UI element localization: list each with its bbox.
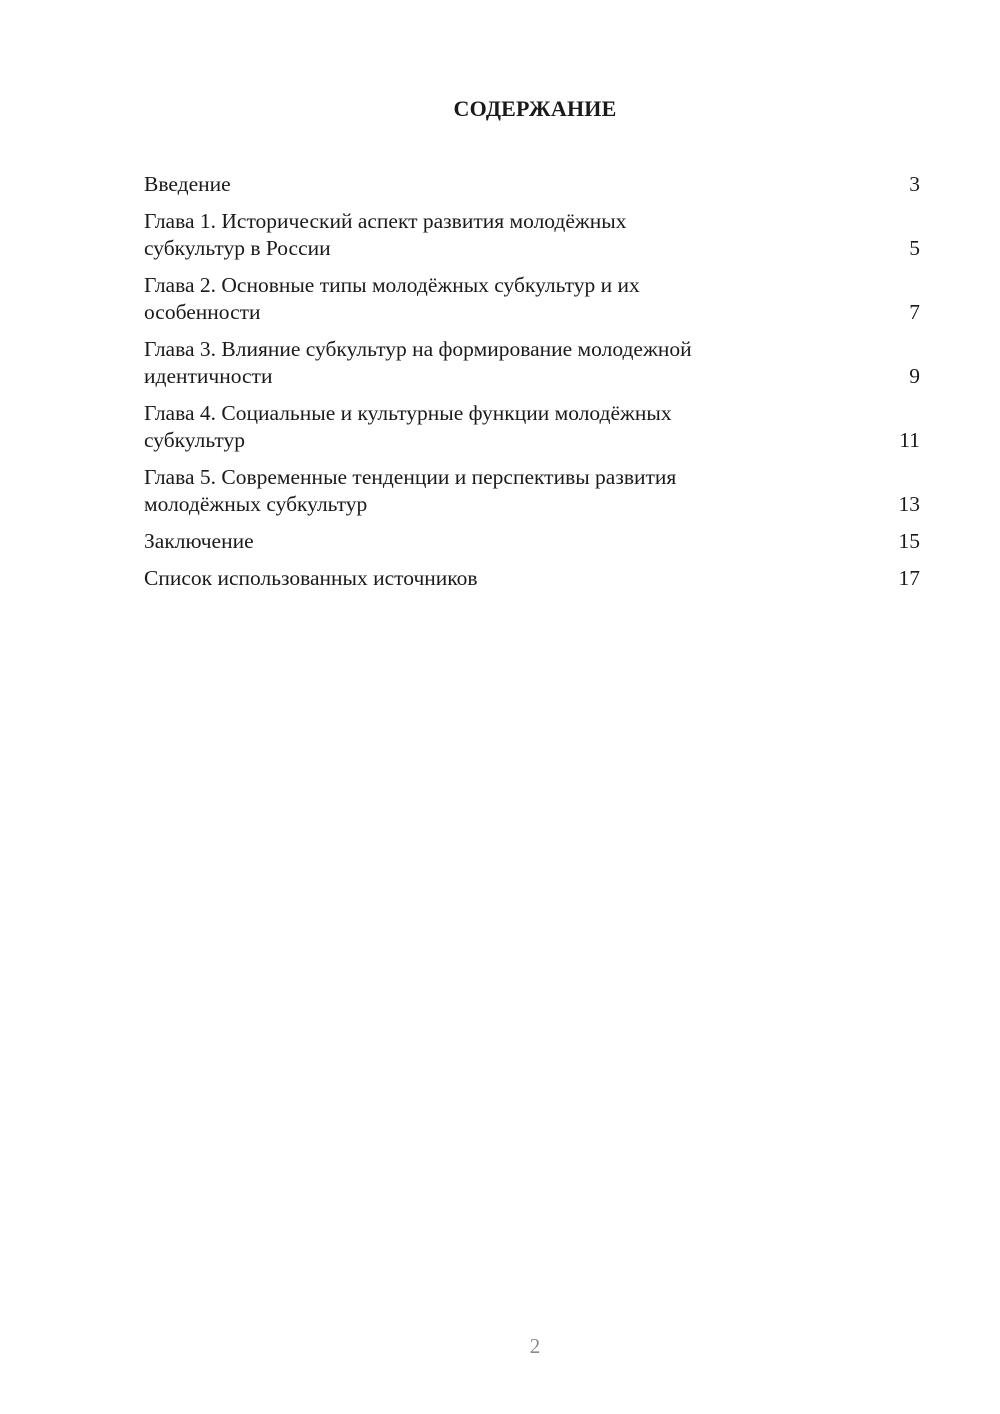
toc-entry-text: Введение — [144, 172, 231, 196]
toc-entry-page: 17 — [898, 566, 920, 590]
toc-entry-chapter-4[interactable] — [144, 400, 920, 454]
toc-entry-page: 3 — [909, 172, 920, 196]
toc-entry-chapter-5[interactable] — [144, 464, 920, 518]
toc-entry-text: Глава 1. Исторический аспект развития молодёжных субкультур в России — [144, 209, 627, 260]
toc-entry-text: Глава 4. Социальные и культурные функции молодёжных субкультур — [144, 401, 672, 452]
toc-entry-page: 13 — [898, 492, 920, 516]
toc-entry-page: 15 — [898, 529, 920, 553]
toc-entry-text: Заключение — [144, 529, 254, 553]
toc-entry-text: Глава 3. Влияние субкультур на формирование молодежной идентичности — [144, 337, 692, 388]
page-title: СОДЕРЖАНИЕ — [453, 96, 617, 121]
toc-entry-conclusion[interactable] — [144, 528, 920, 555]
toc-entry-references[interactable] — [144, 565, 920, 592]
toc-entry-text: Глава 5. Современные тенденции и перспективы развития молодёжных субкультур — [144, 465, 677, 516]
page-number: 2 — [529, 1334, 541, 1358]
toc-entry-text: Список использованных источников — [144, 566, 478, 590]
toc-entry-chapter-2[interactable] — [144, 272, 920, 326]
table-of-contents — [144, 171, 920, 602]
toc-entry-page: 5 — [909, 236, 920, 260]
toc-entry-introduction[interactable] — [144, 171, 920, 198]
toc-entry-text: Глава 2. Основные типы молодёжных субкультур и их особенности — [144, 273, 640, 324]
toc-entry-page: 7 — [909, 300, 920, 324]
toc-entry-page: 9 — [909, 364, 920, 388]
toc-entry-chapter-1[interactable] — [144, 208, 920, 262]
toc-entry-page: 11 — [899, 428, 920, 452]
toc-entry-chapter-3[interactable] — [144, 336, 920, 390]
